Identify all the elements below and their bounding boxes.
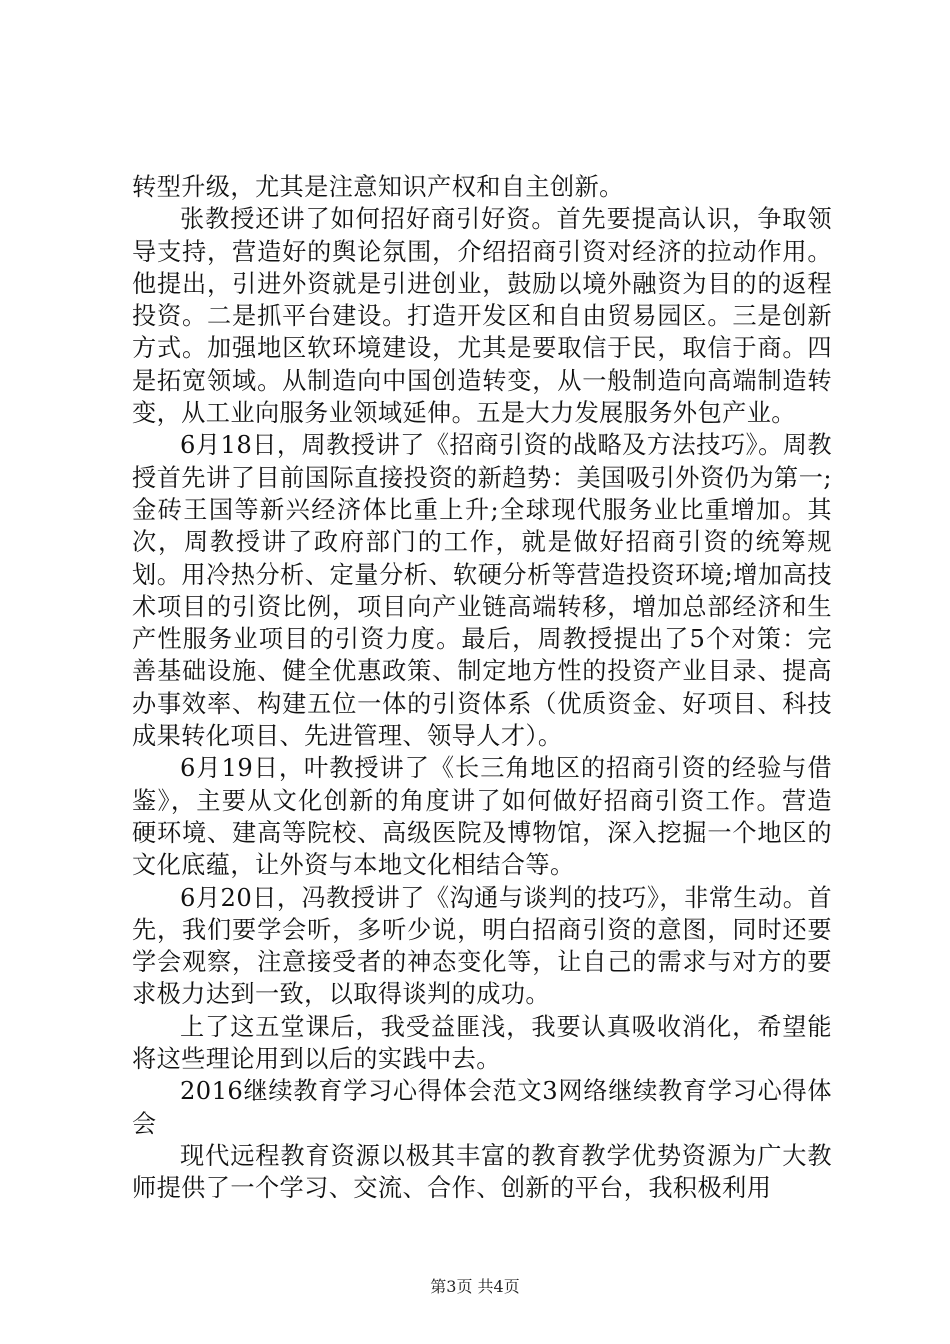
paragraph: 现代远程教育资源以极其丰富的教育教学优势资源为广大教师提供了一个学习、交流、合作、创新的平台，我积极利用 [132,1141,832,1203]
page-number-footer: 第3页 共4页 [430,1277,520,1296]
document-body [132,171,832,1205]
paragraph: 6月18日，周教授讲了《招商引资的战略及方法技巧》。周教授首先讲了目前国际直接投资的新趋势：美国吸引外资仍为第一;金砖王国等新兴经济体比重上升;全球现代服务业比重增加。其次，周教授讲了政府部门的工作，就是做好招商引资的统筹规划。用冷热分析、定量分析、软硬分析等营造投资环境;增加高技术项目的引资比例，项目向产业链高端转移，增加总部经济和生产性服务业项目的引资力度。最后，周教授提出了5个对策：完善基础设施、健全优惠政策、制定地方性的投资产业目录、提高办事效率、构建五位一体的引资体系（优质资金、好项目、科技成果转化项目、先进管理、领导人才）。 [132,431,832,751]
paragraph: 张教授还讲了如何招好商引好资。首先要提高认识，争取领导支持，营造好的舆论氛围，介绍招商引资对经济的拉动作用。他提出，引进外资就是引进创业，鼓励以境外融资为目的的返程投资。二是抓平台建设。打造开发区和自由贸易园区。三是创新方式。加强地区软环境建设，尤其是要取信于民，取信于商。四是拓宽领域。从制造向中国创造转变，从一般制造向高端制造转变，从工业向服务业领域延伸。五是大力发展服务外包产业。 [132,205,832,428]
paragraph: 转型升级，尤其是注意知识产权和自主创新。 [132,173,624,201]
paragraph: 6月20日，冯教授讲了《沟通与谈判的技巧》，非常生动。首先，我们要学会听，多听少说，明白招商引资的意图，同时还要学会观察，注意接受者的神态变化等，让自己的需求与对方的要求极力达到一致，以取得谈判的成功。 [132,883,832,1009]
paragraph: 6月19日，叶教授讲了《长三角地区的招商引资的经验与借鉴》，主要从文化创新的角度讲了如何做好招商引资工作。营造硬环境、建高等院校、高级医院及博物馆，深入挖掘一个地区的文化底蕴，让外资与本地文化相结合等。 [132,754,832,880]
paragraph: 2016继续教育学习心得体会范文3网络继续教育学习心得体会 [132,1077,832,1138]
paragraph: 上了这五堂课后，我受益匪浅，我要认真吸收消化，希望能将这些理论用到以后的实践中去。 [132,1012,832,1074]
